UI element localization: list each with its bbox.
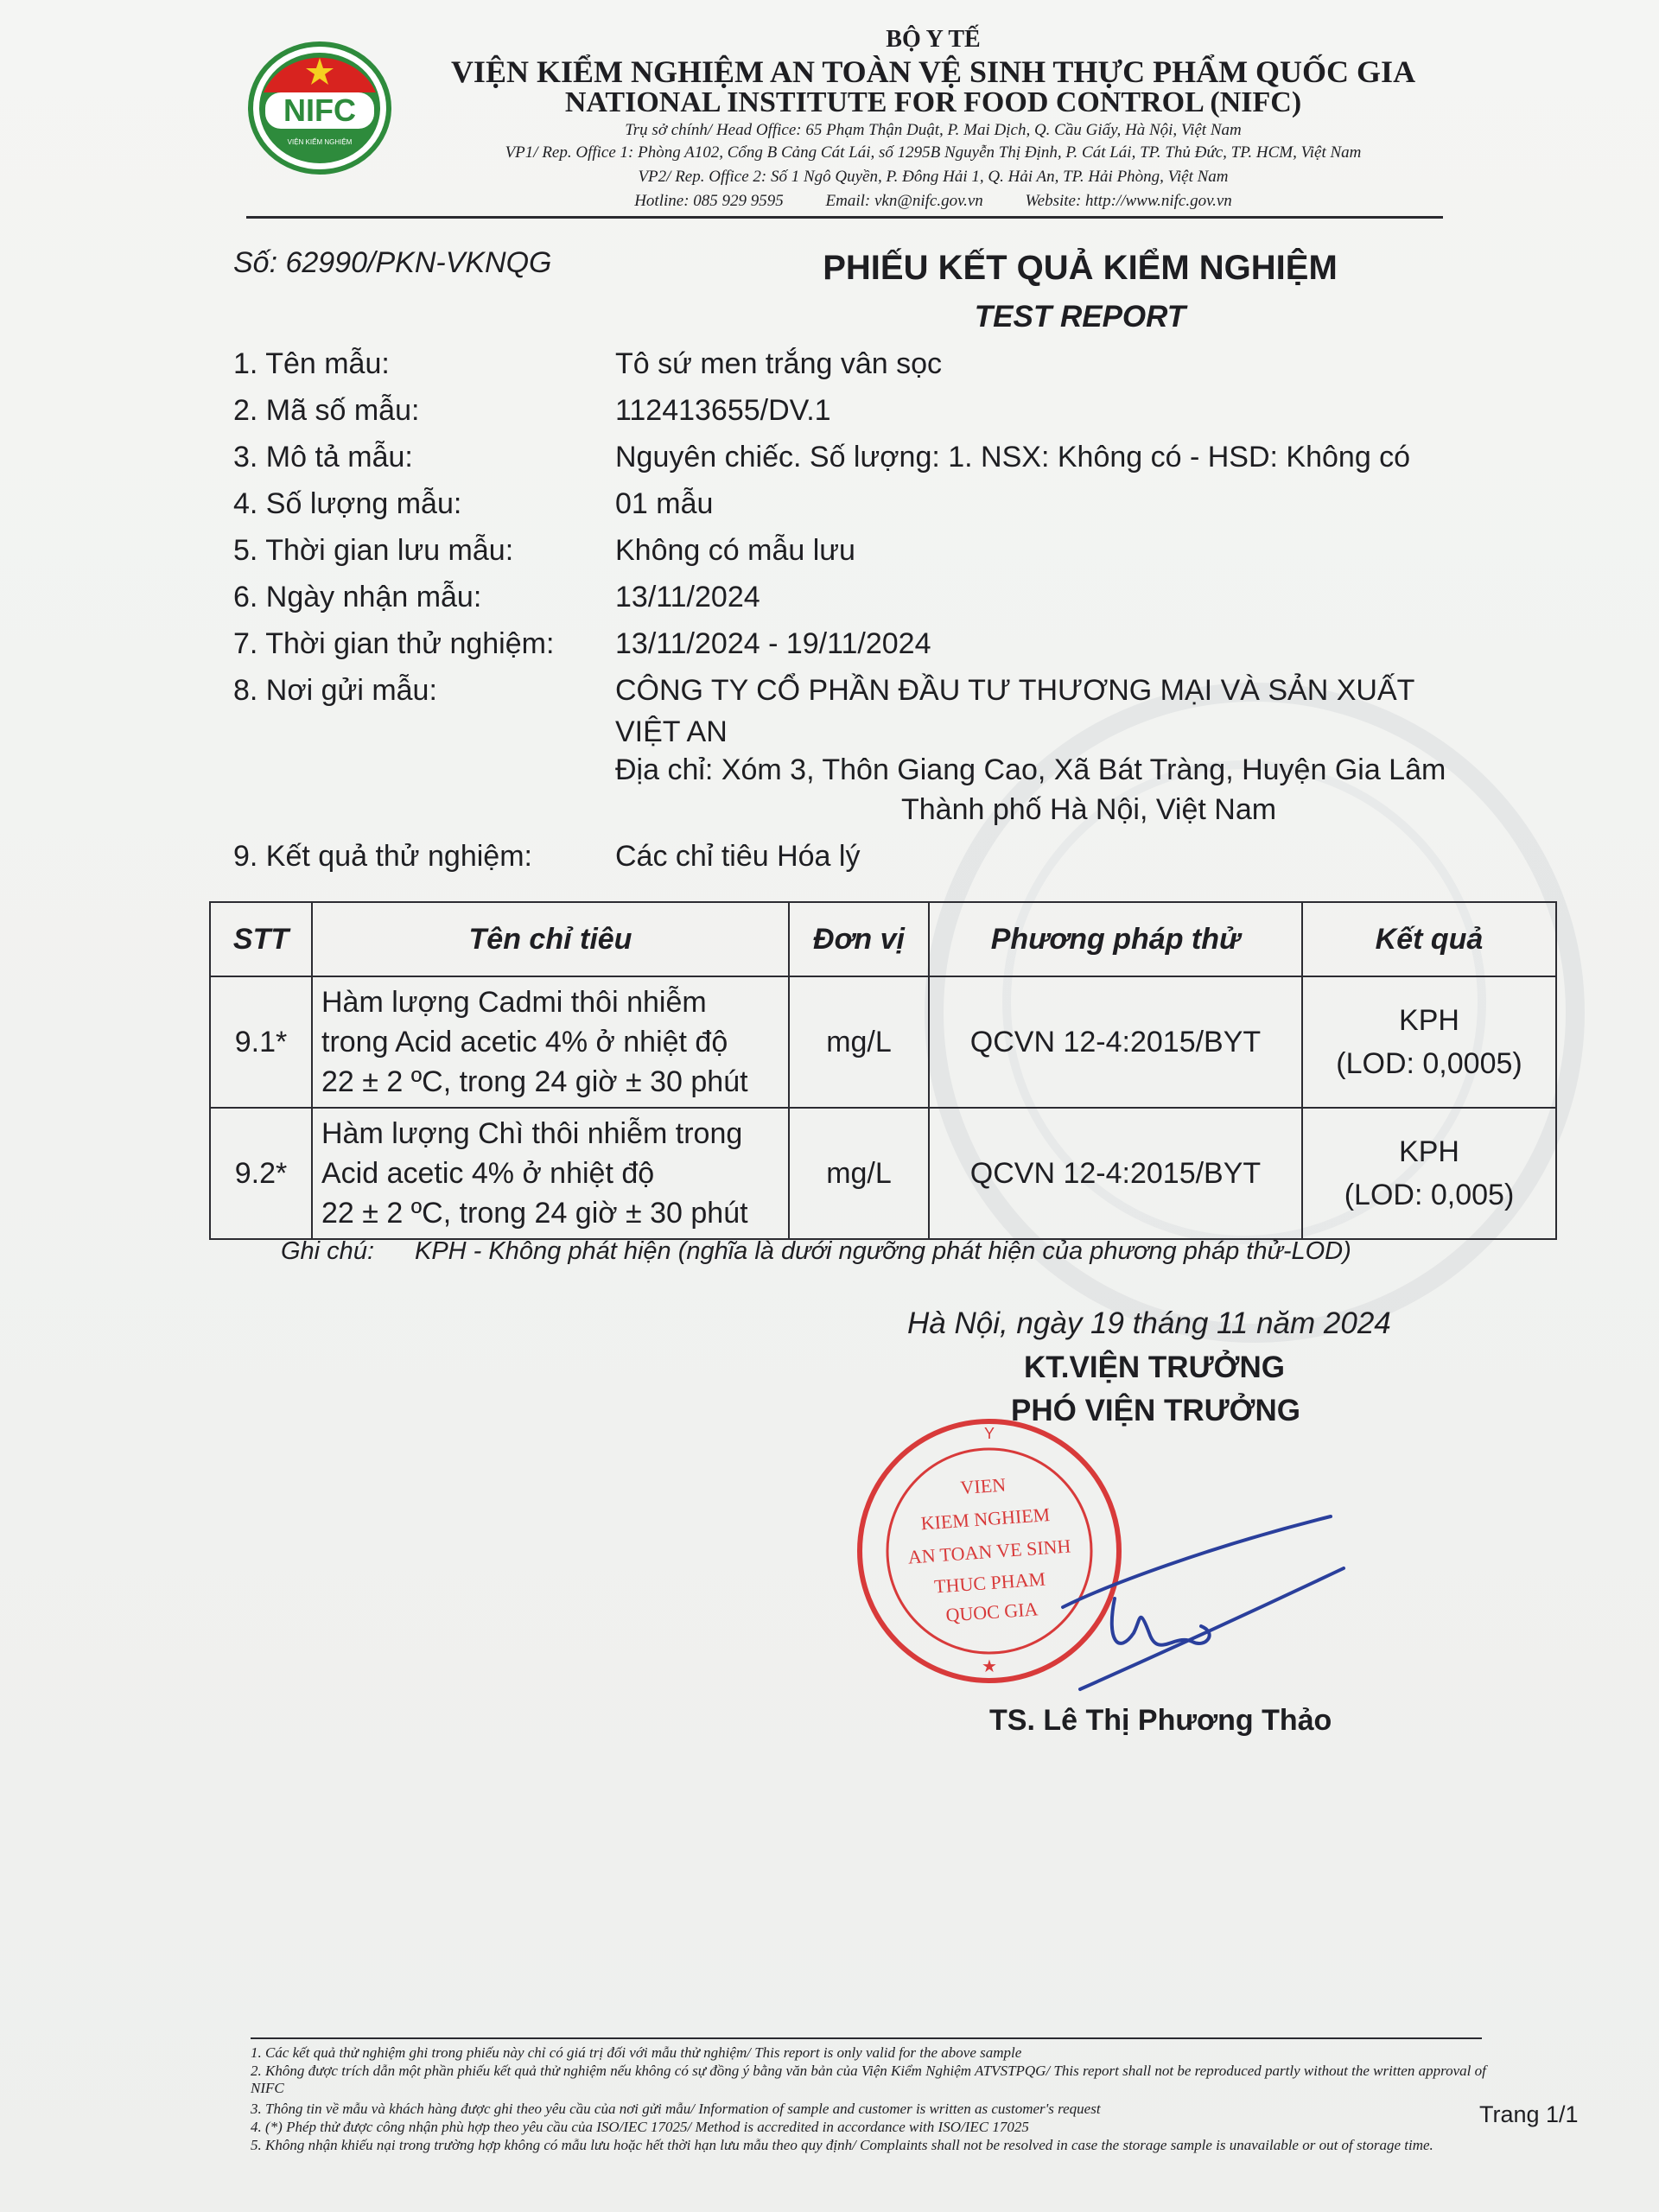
col-header-method: Phương pháp thử bbox=[929, 902, 1302, 976]
footer-note-2: 2. Không được trích dẫn một phần phiếu kết quả thử nghiệm nếu không có sự đồng ý bằng văn bản của Viện Kiểm Nghiệm ATVSTPQG/ This report shall not be reproduced partly without the written approval of NIFC bbox=[251, 2063, 1486, 2096]
logo-caption: VIỆN KIỂM NGHIỆM bbox=[287, 138, 353, 146]
cell-parameter-line: Hàm lượng Chì thôi nhiễm trong bbox=[321, 1117, 743, 1150]
signer-title-2: PHÓ VIỆN TRƯỞNG bbox=[1011, 1394, 1301, 1427]
cell-parameter bbox=[312, 976, 789, 1108]
cell-parameter-line: Hàm lượng Cadmi thôi nhiễm bbox=[321, 986, 707, 1019]
signer-name: TS. Lê Thị Phương Thảo bbox=[989, 1704, 1332, 1737]
cell-parameter-line: 22 ± 2 ºC, trong 24 giờ ± 30 phút bbox=[321, 1197, 748, 1230]
note-label: Ghi chú: bbox=[281, 1237, 374, 1265]
field-value-storage-time: Không có mẫu lưu bbox=[615, 534, 855, 567]
field-label-test-period: 7. Thời gian thử nghiệm: bbox=[233, 627, 555, 660]
svg-text:Y: Y bbox=[983, 1425, 995, 1442]
head-office-address: Trụ sở chính/ Head Office: 65 Phạm Thận Duật, P. Mai Dịch, Q. Cầu Giấy, Hà Nội, Việt Nam bbox=[625, 121, 1242, 139]
cell-result-lod: (LOD: 0,0005) bbox=[1336, 1047, 1522, 1080]
handwritten-signature bbox=[1054, 1503, 1365, 1702]
stamp-text-line: KIEM NGHIEM bbox=[919, 1503, 1051, 1535]
table-row bbox=[210, 1108, 1556, 1239]
document-subtitle: TEST REPORT bbox=[974, 300, 1186, 334]
cell-stt: 9.2* bbox=[210, 1108, 312, 1239]
results-table bbox=[209, 901, 1557, 1240]
institute-name-en: NATIONAL INSTITUTE FOR FOOD CONTROL (NIFC) bbox=[564, 86, 1302, 118]
field-value-sample-name: Tô sứ men trắng vân sọc bbox=[615, 347, 943, 380]
cell-parameter-line: 22 ± 2 ºC, trong 24 giờ ± 30 phút bbox=[321, 1065, 748, 1098]
nifc-logo bbox=[246, 39, 393, 177]
cell-stt: 9.1* bbox=[210, 976, 312, 1108]
cell-method: QCVN 12-4:2015/BYT bbox=[929, 976, 1302, 1108]
field-value-test-result: Các chỉ tiêu Hóa lý bbox=[615, 840, 861, 873]
document-title: PHIẾU KẾT QUẢ KIỂM NGHIỆM bbox=[823, 249, 1338, 287]
col-header-parameter: Tên chỉ tiêu bbox=[312, 902, 789, 976]
footer-note-4: 4. (*) Phép thử được công nhận phù hợp theo yêu cầu của ISO/IEC 17025/ Method is accredited in accordance with ISO/IEC 17025 bbox=[251, 2119, 1029, 2135]
cell-result-lod: (LOD: 0,005) bbox=[1344, 1179, 1515, 1211]
footer-divider bbox=[251, 2037, 1482, 2039]
cell-result bbox=[1302, 976, 1556, 1108]
cell-unit: mg/L bbox=[789, 976, 929, 1108]
field-label-received-date: 6. Ngày nhận mẫu: bbox=[233, 581, 482, 613]
logo-text: NIFC bbox=[283, 92, 356, 128]
field-value-sender-company: CÔNG TY CỔ PHẦN ĐẦU TƯ THƯƠNG MẠI VÀ SẢN XUẤT bbox=[615, 674, 1415, 707]
table-row bbox=[210, 976, 1556, 1108]
page-number: Trang 1/1 bbox=[1479, 2101, 1579, 2127]
rep-office-1-address: VP1/ Rep. Office 1: Phòng A102, Cổng B Cảng Cát Lái, số 1295B Nguyễn Thị Định, P. Cát Lái, TP. Thủ Đức, TP. HCM, Việt Nam bbox=[505, 143, 1362, 162]
stamp-text-line: THUC PHAM bbox=[933, 1567, 1046, 1598]
cell-result-value: KPH bbox=[1399, 1135, 1459, 1168]
field-value-test-period: 13/11/2024 - 19/11/2024 bbox=[615, 627, 931, 660]
cell-parameter-line: Acid acetic 4% ở nhiệt độ bbox=[321, 1157, 655, 1190]
field-label-sender: 8. Nơi gửi mẫu: bbox=[233, 674, 437, 707]
field-label-sample-name: 1. Tên mẫu: bbox=[233, 347, 390, 380]
header-divider bbox=[246, 216, 1443, 219]
field-label-sample-quantity: 4. Số lượng mẫu: bbox=[233, 487, 462, 520]
institute-name-vn: VIỆN KIỂM NGHIỆM AN TOÀN VỆ SINH THỰC PHẨM QUỐC GIA bbox=[450, 54, 1416, 89]
cell-method: QCVN 12-4:2015/BYT bbox=[929, 1108, 1302, 1239]
stamp-text-line: VIEN bbox=[959, 1473, 1007, 1499]
stamp-text-line: AN TOAN VE SINH bbox=[906, 1535, 1072, 1568]
sign-date: Hà Nội, ngày 19 tháng 11 năm 2024 bbox=[907, 1306, 1391, 1340]
field-label-sample-code: 2. Mã số mẫu: bbox=[233, 394, 420, 427]
signer-title-1: KT.VIỆN TRƯỞNG bbox=[1024, 1351, 1285, 1384]
stamp-text-line: QUOC GIA bbox=[944, 1598, 1039, 1626]
cell-parameter bbox=[312, 1108, 789, 1239]
svg-text:★: ★ bbox=[982, 1657, 997, 1676]
table-header-row bbox=[210, 902, 1556, 976]
cell-result bbox=[1302, 1108, 1556, 1239]
col-header-stt: STT bbox=[210, 902, 312, 976]
field-value-sample-description: Nguyên chiếc. Số lượng: 1. NSX: Không có - HSD: Không có bbox=[615, 441, 1411, 474]
footer-note-3: 3. Thông tin về mẫu và khách hàng được ghi theo yêu cầu của nơi gửi mẫu/ Information of sample and customer is written as customer's request bbox=[251, 2101, 1101, 2117]
footer-note-5: 5. Không nhận khiếu nại trong trường hợp không có mẫu lưu hoặc hết thời hạn lưu mẫu theo quy định/ Complaints shall not be resolved in case the storage sample is unavailable or out of storage time. bbox=[251, 2137, 1433, 2153]
field-value-received-date: 13/11/2024 bbox=[615, 581, 760, 613]
ministry-name: BỘ Y TẾ bbox=[886, 26, 981, 53]
col-header-result: Kết quả bbox=[1302, 902, 1556, 976]
note-text: KPH - Không phát hiện (nghĩa là dưới ngưỡng phát hiện của phương pháp thử-LOD) bbox=[415, 1237, 1351, 1265]
field-value-sender-address: Địa chỉ: Xóm 3, Thôn Giang Cao, Xã Bát Tràng, Huyện Gia Lâm bbox=[615, 753, 1446, 786]
hotline: Hotline: 085 929 9595 bbox=[634, 192, 784, 210]
contact-line bbox=[415, 192, 1452, 211]
cell-unit: mg/L bbox=[789, 1108, 929, 1239]
document-number: Số: 62990/PKN-VKNQG bbox=[233, 246, 552, 279]
footer-note-1: 1. Các kết quả thử nghiệm ghi trong phiếu này chỉ có giá trị đối với mẫu thử nghiệm/ This report is only valid for the above sample bbox=[251, 2044, 1022, 2061]
field-value-sample-code: 112413655/DV.1 bbox=[615, 394, 831, 427]
field-label-sample-description: 3. Mô tả mẫu: bbox=[233, 441, 413, 474]
field-value-sender-address-line2: Thành phố Hà Nội, Việt Nam bbox=[901, 793, 1277, 826]
cell-result-value: KPH bbox=[1399, 1004, 1459, 1037]
field-value-sample-quantity: 01 mẫu bbox=[615, 487, 714, 520]
website: Website: http://www.nifc.gov.vn bbox=[1025, 192, 1232, 210]
col-header-unit: Đơn vị bbox=[789, 902, 929, 976]
field-value-sender-company-line2: VIỆT AN bbox=[615, 715, 728, 748]
field-label-storage-time: 5. Thời gian lưu mẫu: bbox=[233, 534, 514, 567]
cell-parameter-line: trong Acid acetic 4% ở nhiệt độ bbox=[321, 1026, 728, 1058]
rep-office-2-address: VP2/ Rep. Office 2: Số 1 Ngô Quyền, P. Đông Hải 1, Q. Hải An, TP. Hải Phòng, Việt Nam bbox=[638, 168, 1229, 186]
field-label-test-result: 9. Kết quả thử nghiệm: bbox=[233, 840, 532, 873]
email: Email: vkn@nifc.gov.vn bbox=[825, 192, 983, 210]
